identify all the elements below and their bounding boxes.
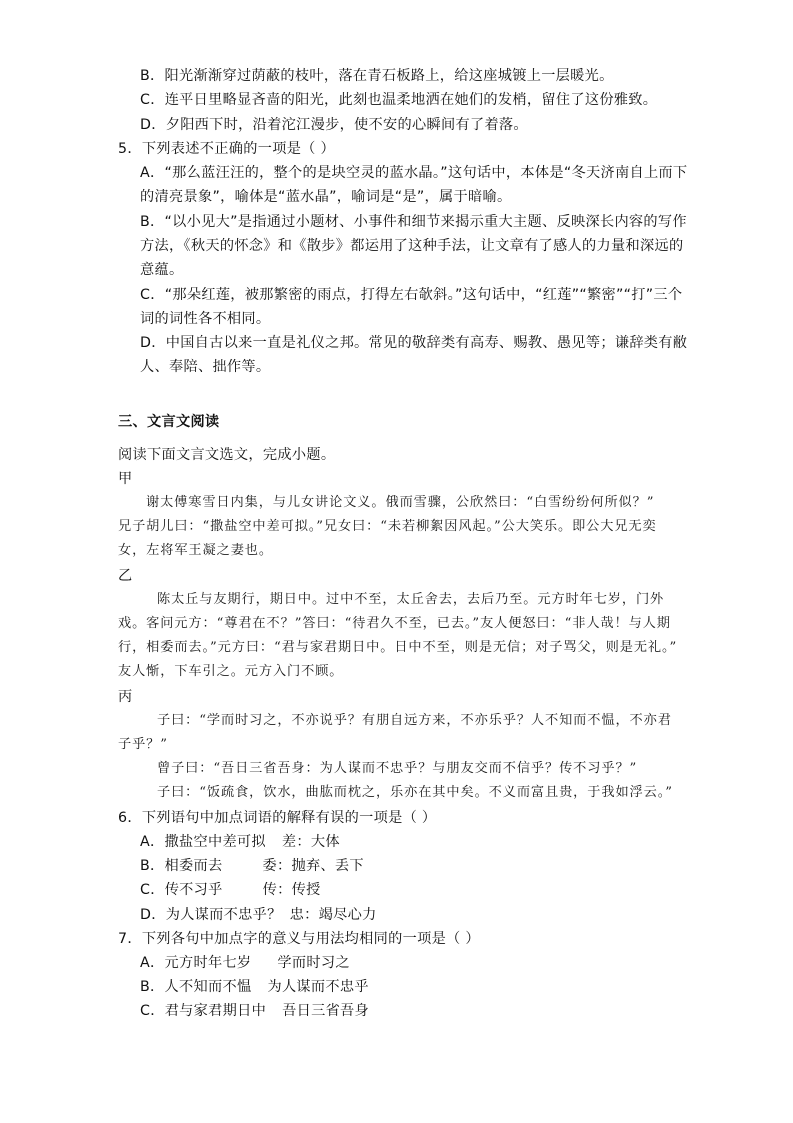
q5-option-a-line2: 的清亮景象”，喻体是“蓝水晶”，喻词是“是”，属于暗喻。 xyxy=(140,189,512,205)
q7-option-a xyxy=(140,954,350,972)
passage-yi-label: 乙 xyxy=(118,568,133,584)
q7-option-c-right: 吾日三省吾身 xyxy=(282,1003,370,1019)
q6-stem: 6．下列语句中加点词语的解释有误的一项是（ ） xyxy=(118,810,437,826)
q4-option-d: D．夕阳西下时，沿着沱江漫步，使不安的心瞬间有了着落。 xyxy=(140,117,528,133)
q5-option-d-line2: 人、奉陪、拙作等。 xyxy=(140,359,271,375)
q4-option-c: C．连平日里略显吝啬的阳光，此刻也温柔地洒在她们的发梢，留住了这份雅致。 xyxy=(140,92,658,108)
passage-bing-line4: 子曰：“饭疏食，饮水，曲肱而枕之，乐亦在其中矣。不义而富且贵，于我如浮云。” xyxy=(157,785,673,800)
q7-option-b-right: 为人谋而不忠乎 xyxy=(267,979,369,995)
q7-stem: 7．下列各句中加点字的意义与用法均相同的一项是（ ） xyxy=(118,931,480,947)
passage-bing-line1: 子曰：“学而时习之，不亦说乎？有朋自远方来，不亦乐乎？人不知而不愠，不亦君 xyxy=(157,713,672,728)
section-title: 三、文言文阅读 xyxy=(118,414,220,430)
q6-option-d-text: D．为人谋而不忠乎？ xyxy=(140,907,282,923)
q6-option-b xyxy=(140,857,364,875)
q6-option-b-gloss: 委：抛弃、丢下 xyxy=(262,858,364,874)
q6-option-a-text: A．撒盐空中差可拟 xyxy=(140,834,266,850)
q6-option-c-text: C．传不习乎 xyxy=(140,882,223,898)
q7-option-a-right: 学而时习之 xyxy=(277,955,350,971)
q5-stem: 5．下列表述不正确的一项是（ ） xyxy=(118,141,335,157)
passage-jia-line2: 兄子胡儿曰：“撒盐空中差可拟。”兄女曰：“未若柳絮因风起。”公大笑乐。即公大兄无奕 xyxy=(118,519,657,534)
passage-yi-line3: 行，相委而去。”元方曰：“君与家君期日中。日中不至，则是无信；对子骂父，则是无礼。” xyxy=(118,640,678,655)
passage-yi-line2: 戏。客问元方：“尊君在不？”答曰：“待君久不至，已去。”友人便怒曰：“非人哉！与人期 xyxy=(118,616,671,631)
passage-jia-line1: 谢太傅寒雪日内集，与儿女讲论文义。俄而雪骤，公欣然曰：“白雪纷纷何所似？” xyxy=(146,495,655,510)
passage-bing-line2: 子乎？” xyxy=(118,737,168,752)
section-intro: 阅读下面文言文选文，完成小题。 xyxy=(118,447,336,463)
q7-option-c xyxy=(140,1002,369,1020)
q6-option-d-gloss: 忠：竭尽心力 xyxy=(289,907,377,923)
passage-yi-line1: 陈太丘与友期行，期日中。过中不至，太丘舍去，去后乃至。元方时年七岁，门外 xyxy=(157,592,665,607)
q5-option-c-line1: C．“那朵红莲，被那繁密的雨点，打得左右欹斜。”这句话中，“红莲”“繁密”“打”三个 xyxy=(140,287,683,303)
q7-option-c-left: C．君与家君期日中 xyxy=(140,1003,267,1019)
passage-jia-line3: 女，左将军王凝之妻也。 xyxy=(118,543,273,558)
q7-option-b xyxy=(140,978,369,996)
q6-option-c-gloss: 传：传授 xyxy=(262,882,321,898)
passage-bing-label: 丙 xyxy=(118,689,133,705)
passage-jia-label: 甲 xyxy=(118,471,133,487)
q6-option-a-gloss: 差：大体 xyxy=(281,834,340,850)
q5-option-b-line3: 意蕴。 xyxy=(140,262,184,278)
q6-option-a xyxy=(140,833,340,851)
passage-bing-line3: 曾子曰：“吾日三省吾身：为人谋而不忠乎？与朋友交而不信乎？传不习乎？” xyxy=(157,761,638,776)
q7-option-a-left: A．元方时年七岁 xyxy=(140,955,252,971)
q5-option-a-line1: A．“那么蓝汪汪的，整个的是块空灵的蓝水晶。”这句话中，本体是“冬天济南自上而下 xyxy=(140,165,688,181)
q5-option-d-line1: D．中国自古以来一直是礼仪之邦。常见的敬辞类有高寿、赐教、愚见等；谦辞类有敝 xyxy=(140,335,688,351)
q5-option-b-line2: 方法，《秋天的怀念》和《散步》都运用了这种手法，让文章有了感人的力量和深远的 xyxy=(140,238,684,254)
q7-option-b-left: B．人不知而不愠 xyxy=(140,979,252,995)
q4-option-b: B．阳光渐渐穿过荫蔽的枝叶，落在青石板路上，给这座城镀上一层暖光。 xyxy=(140,68,614,84)
q6-option-b-text: B．相委而去 xyxy=(140,858,223,874)
q6-option-c xyxy=(140,881,321,899)
q5-option-b-line1: B．“以小见大”是指通过小题材、小事件和细节来揭示重大主题、反映深长内容的写作 xyxy=(140,214,687,230)
passage-yi-line4: 友人惭，下车引之。元方入门不顾。 xyxy=(118,664,344,679)
q5-option-c-line2: 词的词性各不相同。 xyxy=(140,311,271,327)
q6-option-d xyxy=(140,906,377,924)
